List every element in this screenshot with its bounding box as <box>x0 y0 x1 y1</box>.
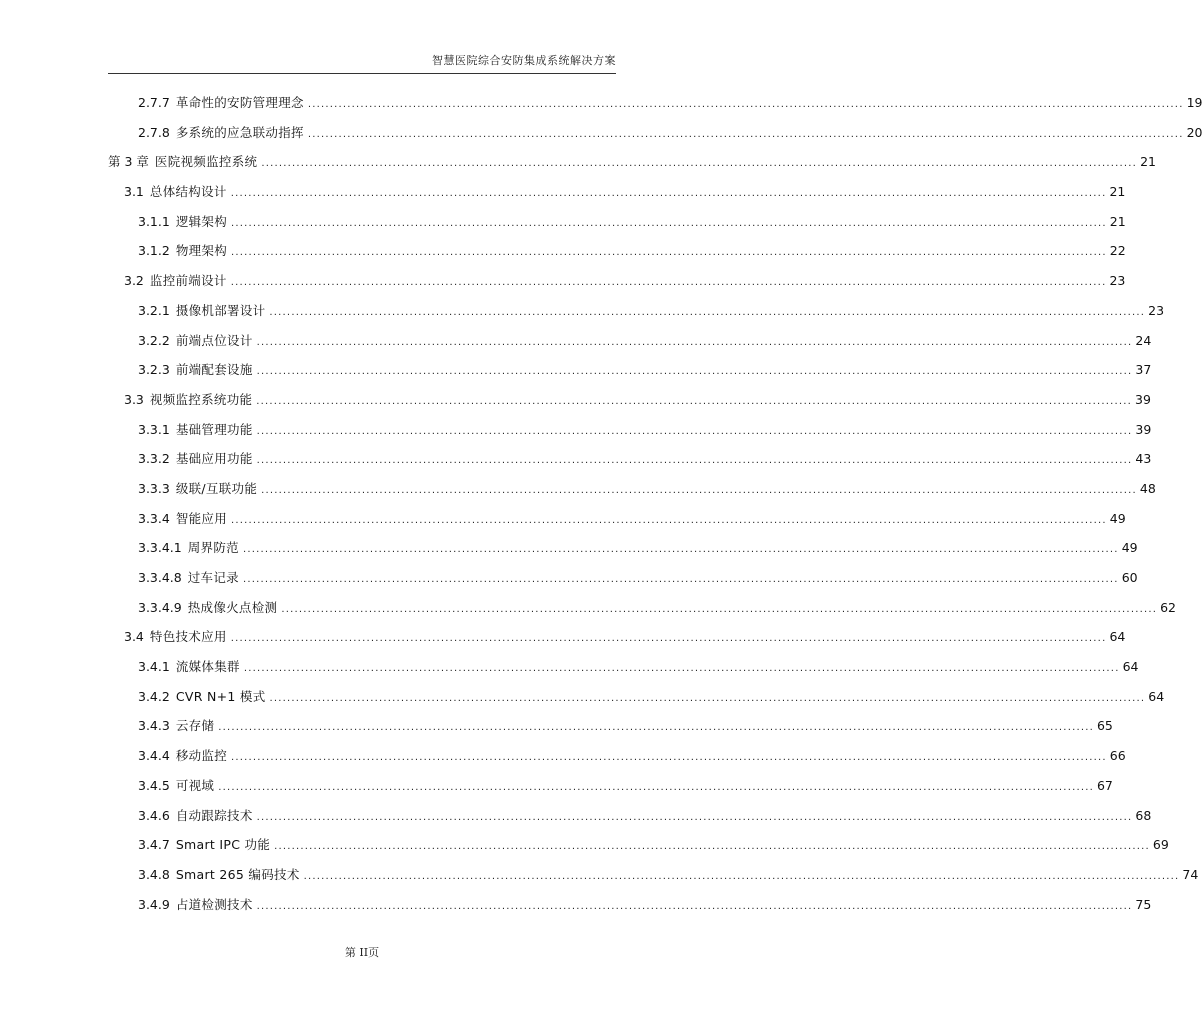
toc-leader-dots: ........................................................................................................................................................................................................ <box>242 574 1119 585</box>
toc-leader-dots: ........................................................................................................................................................................................................ <box>256 395 1133 407</box>
toc-entry-number: 3.3.3 <box>138 480 170 496</box>
toc-entry[interactable] <box>0 415 1152 445</box>
toc-entry-page: 64 <box>1109 629 1126 645</box>
toc-leader-dots: ........................................................................................................................................................................................................ <box>307 99 1184 110</box>
toc-entry-number: 3.4.8 <box>138 866 170 882</box>
toc-entry-title: 周界防范 <box>187 540 239 556</box>
toc-entry-number: 3.2.1 <box>138 302 170 318</box>
toc-entry-number: 3.4.3 <box>138 718 170 734</box>
toc-entry-page: 22 <box>1109 243 1126 259</box>
toc-entry-number: 第 3 章 <box>108 154 149 170</box>
toc-entry-section[interactable] <box>0 385 1151 415</box>
toc-entry-number: 3.4.6 <box>138 807 170 823</box>
toc-entry-page: 23 <box>1148 302 1165 318</box>
toc-leader-dots: ........................................................................................................................................................................................................ <box>230 188 1107 200</box>
toc-entry-title: 自动跟踪技术 <box>175 807 253 823</box>
toc-leader-dots: ........................................................................................................................................................................................................ <box>256 455 1133 467</box>
toc-entry-title: 占道检测技术 <box>175 896 253 912</box>
toc-entry-title: 前端配套设施 <box>175 362 253 378</box>
toc-entry[interactable] <box>0 504 1126 534</box>
toc-entry-number: 3.3.4 <box>138 510 170 526</box>
toc-leader-dots: ........................................................................................................................................................................................................ <box>231 514 1107 526</box>
toc-entry[interactable] <box>0 236 1126 266</box>
toc-entry[interactable] <box>0 207 1126 237</box>
toc-entry-number: 3.4.9 <box>138 896 170 912</box>
toc-entry-page: 60 <box>1121 570 1138 585</box>
toc-entry-number: 3.3.4.1 <box>138 540 182 556</box>
toc-entry[interactable] <box>0 771 1113 801</box>
toc-entry-number: 3.3.2 <box>138 451 170 467</box>
toc-leader-dots: ........................................................................................................................................................................................................ <box>256 425 1133 437</box>
toc-entry-title: CVR N+1 模式 <box>175 688 266 704</box>
toc-entry-title: 可视域 <box>175 777 215 793</box>
toc-entry-title: 多系统的应急联动指挥 <box>175 124 304 140</box>
toc-entry-title: 过车记录 <box>187 570 239 585</box>
header-divider <box>108 73 616 74</box>
toc-leader-dots: ........................................................................................................................................................................................................ <box>274 841 1150 853</box>
toc-entry-page: 66 <box>1109 748 1126 764</box>
toc-leader-dots: ........................................................................................................................................................................................................ <box>307 128 1184 140</box>
toc-entry-title: 革命性的安防管理理念 <box>175 95 304 110</box>
table-of-contents <box>0 88 1202 919</box>
toc-entry-number: 3.3.4.9 <box>138 599 182 615</box>
toc-entry[interactable] <box>0 860 1199 890</box>
toc-entry-page: 75 <box>1135 896 1152 912</box>
toc-entry[interactable] <box>0 830 1169 860</box>
toc-entry[interactable] <box>0 652 1139 682</box>
toc-entry[interactable] <box>0 711 1113 741</box>
toc-entry[interactable] <box>0 326 1152 356</box>
toc-leader-dots: ........................................................................................................................................................................................................ <box>261 484 1137 496</box>
document-header-title: 智慧医院综合安防集成系统解决方案 <box>432 54 616 67</box>
toc-entry-title: 逻辑架构 <box>175 213 228 229</box>
toc-entry[interactable] <box>0 801 1152 831</box>
toc-entry-page: 68 <box>1135 807 1152 823</box>
toc-leader-dots: ........................................................................................................................................................................................................ <box>256 811 1133 823</box>
toc-entry-number: 2.7.7 <box>138 95 170 110</box>
toc-entry-title: Smart 265 编码技术 <box>175 866 300 882</box>
toc-entry-number: 3.1.2 <box>138 243 170 259</box>
toc-leader-dots: ........................................................................................................................................................................................................ <box>261 158 1138 170</box>
toc-entry-page: 49 <box>1121 540 1138 556</box>
toc-entry-section[interactable] <box>0 177 1126 207</box>
toc-entry-number: 3.4.7 <box>138 837 170 853</box>
toc-leader-dots: ........................................................................................................................................................................................................ <box>230 277 1107 289</box>
toc-entry-page: 39 <box>1135 421 1152 437</box>
toc-entry-page: 21 <box>1109 213 1126 229</box>
toc-entry[interactable] <box>0 118 1202 148</box>
toc-entry-page: 37 <box>1135 362 1152 378</box>
toc-entry-title: 流媒体集群 <box>175 659 240 675</box>
toc-entry-page: 23 <box>1109 273 1126 289</box>
toc-leader-dots: ........................................................................................................................................................................................................ <box>256 900 1133 912</box>
toc-entry-page: 65 <box>1096 718 1113 734</box>
toc-entry-number: 3.2 <box>124 273 144 289</box>
toc-leader-dots: ........................................................................................................................................................................................................ <box>256 366 1133 378</box>
toc-entry-section[interactable] <box>0 266 1126 296</box>
toc-entry-page: 67 <box>1096 777 1113 793</box>
toc-entry-title: 视频监控系统功能 <box>149 391 253 407</box>
toc-entry-page: 48 <box>1139 480 1156 496</box>
toc-entry-title: 摄像机部署设计 <box>175 302 266 318</box>
toc-entry-title: 移动监控 <box>175 748 228 764</box>
toc-entry-title: 云存储 <box>175 718 215 734</box>
toc-entry[interactable] <box>0 741 1126 771</box>
toc-entry[interactable] <box>0 296 1165 326</box>
toc-entry-page: 19 <box>1186 95 1202 110</box>
toc-entry[interactable] <box>0 533 1138 563</box>
toc-entry[interactable] <box>0 890 1152 920</box>
toc-entry-page: 21 <box>1109 184 1126 200</box>
toc-entry-number: 3.4.5 <box>138 777 170 793</box>
toc-leader-dots: ........................................................................................................................................................................................................ <box>269 692 1146 704</box>
toc-entry-page: 20 <box>1186 124 1202 140</box>
toc-entry-title: 基础应用功能 <box>175 451 253 467</box>
toc-entry-chapter[interactable] <box>0 147 1156 177</box>
toc-entry-number: 3.4 <box>124 629 144 645</box>
toc-leader-dots: ........................................................................................................................................................................................................ <box>281 603 1158 615</box>
toc-entry-title: 智能应用 <box>175 510 228 526</box>
toc-entry-number: 3.2.2 <box>138 332 170 348</box>
toc-entry-number: 3.4.1 <box>138 659 170 675</box>
toc-leader-dots: ........................................................................................................................................................................................................ <box>218 781 1094 793</box>
toc-leader-dots: ........................................................................................................................................................................................................ <box>256 336 1133 348</box>
toc-entry-page: 24 <box>1135 332 1152 348</box>
toc-entry[interactable] <box>0 682 1165 712</box>
toc-entry[interactable] <box>0 88 1202 118</box>
toc-entry-number: 3.1.1 <box>138 213 170 229</box>
toc-leader-dots: ........................................................................................................................................................................................................ <box>231 217 1107 229</box>
toc-entry-number: 3.2.3 <box>138 362 170 378</box>
toc-leader-dots: ........................................................................................................................................................................................................ <box>269 306 1146 318</box>
toc-entry-number: 3.3 <box>124 391 144 407</box>
toc-entry-page: 69 <box>1152 837 1169 853</box>
toc-entry-page: 74 <box>1182 866 1199 882</box>
toc-entry[interactable] <box>0 355 1152 385</box>
toc-entry[interactable] <box>0 444 1152 474</box>
toc-entry-number: 2.7.8 <box>138 124 170 140</box>
toc-entry-number: 3.4.2 <box>138 688 170 704</box>
toc-entry-number: 3.3.1 <box>138 421 170 437</box>
toc-entry-title: 热成像火点检测 <box>187 599 278 615</box>
toc-entry-page: 64 <box>1148 688 1165 704</box>
toc-entry-section[interactable] <box>0 622 1126 652</box>
toc-entry-title: 总体结构设计 <box>149 184 227 200</box>
toc-leader-dots: ........................................................................................................................................................................................................ <box>231 752 1107 764</box>
toc-entry-page: 64 <box>1122 659 1139 675</box>
toc-entry-page: 62 <box>1160 599 1176 615</box>
toc-entry-number: 3.3.4.8 <box>138 570 182 585</box>
toc-entry-title: 前端点位设计 <box>175 332 253 348</box>
toc-leader-dots: ........................................................................................................................................................................................................ <box>218 722 1094 734</box>
toc-leader-dots: ........................................................................................................................................................................................................ <box>303 870 1180 882</box>
toc-entry-title: 基础管理功能 <box>175 421 253 437</box>
toc-entry-page: 39 <box>1135 391 1151 407</box>
toc-entry-title: 医院视频监控系统 <box>154 154 258 170</box>
toc-leader-dots: ........................................................................................................................................................................................................ <box>230 633 1107 645</box>
toc-entry-page: 21 <box>1140 154 1156 170</box>
toc-entry-number: 3.1 <box>124 184 144 200</box>
toc-entry[interactable] <box>0 563 1138 593</box>
toc-leader-dots: ........................................................................................................................................................................................................ <box>243 663 1120 675</box>
toc-leader-dots: ........................................................................................................................................................................................................ <box>231 247 1107 259</box>
toc-entry-page: 43 <box>1135 451 1152 467</box>
toc-entry-title: 特色技术应用 <box>149 629 227 645</box>
toc-entry-title: 物理架构 <box>175 243 228 259</box>
toc-entry-page: 49 <box>1109 510 1126 526</box>
toc-entry-title: Smart IPC 功能 <box>175 837 271 853</box>
toc-leader-dots: ........................................................................................................................................................................................................ <box>242 544 1119 556</box>
toc-entry-title: 监控前端设计 <box>149 273 227 289</box>
page-footer-number: 第 II页 <box>344 946 380 959</box>
toc-entry[interactable] <box>0 593 1176 623</box>
toc-entry-number: 3.4.4 <box>138 748 170 764</box>
toc-entry-title: 级联/互联功能 <box>175 480 258 496</box>
toc-entry[interactable] <box>0 474 1156 504</box>
